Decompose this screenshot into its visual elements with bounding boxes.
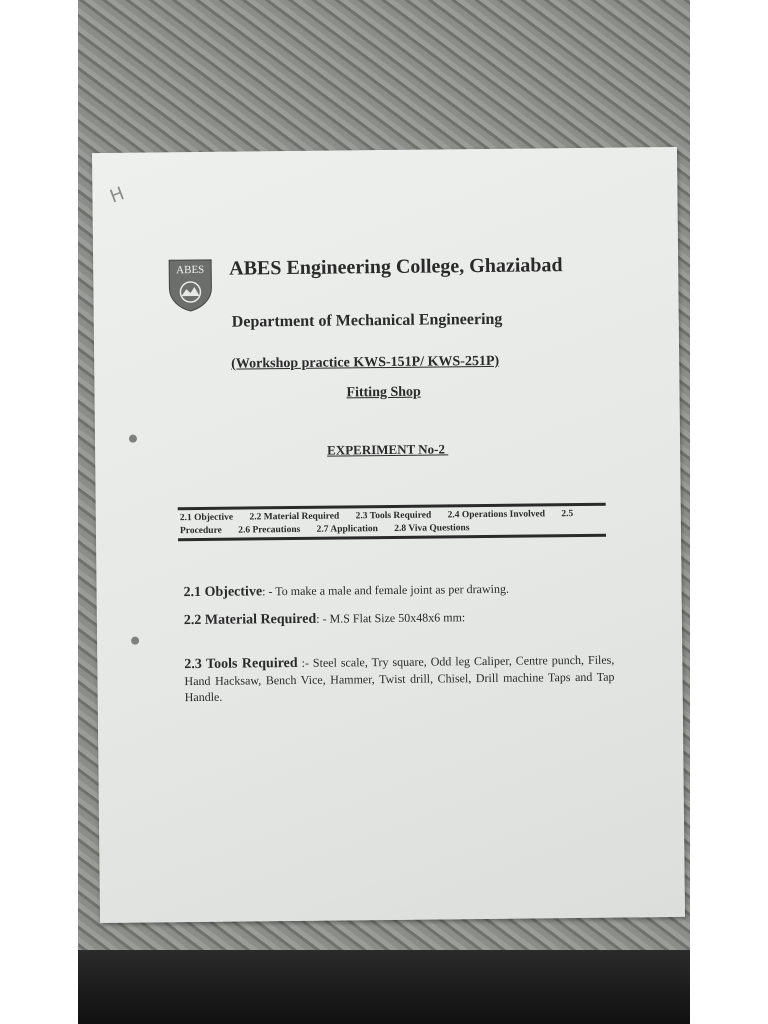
toc-item: 2.7 Application <box>316 524 378 535</box>
section-text: : - To make a male and female joint as per drawing. <box>262 581 510 599</box>
department-name: Department of Mechanical Engineering <box>231 310 503 331</box>
toc-item: 2.6 Precautions <box>238 524 301 536</box>
section-text: : - M.S Flat Size 50x48x6 mm: <box>316 610 466 626</box>
punch-hole <box>131 637 139 645</box>
toc-item: 2.2 Material Required <box>249 511 340 523</box>
material-section <box>184 608 614 630</box>
shop-title: Fitting Shop <box>346 384 421 401</box>
college-logo-icon <box>167 258 214 312</box>
toc-item: 2.4 Operations Involved <box>447 509 546 521</box>
section-heading: 2.3 Tools Required <box>184 655 298 673</box>
section-heading: 2.1 Objective <box>183 584 263 601</box>
punch-hole <box>129 435 137 443</box>
logo-text: ABES <box>176 263 205 277</box>
section-text: :- Steel scale, Try square, Odd leg Caliper, Centre punch, Files, Hand Hacksaw, Bench Vice, Hammer, Twist drill, Chisel, Drill machine Taps and Tap Handle. <box>184 652 615 705</box>
experiment-title: EXPERIMENT No-2 <box>327 441 449 458</box>
objective-section <box>184 580 614 602</box>
document-page <box>92 147 685 923</box>
section-heading: 2.2 Material Required <box>183 611 317 629</box>
handwritten-mark: H <box>107 183 128 208</box>
toc-item: 2.5 Procedure <box>179 509 574 537</box>
toc-item: 2.3 Tools Required <box>355 510 432 522</box>
college-name: ABES Engineering College, Ghaziabad <box>229 254 563 280</box>
toc-item: 2.8 Viva Questions <box>394 523 470 534</box>
course-title: (Workshop practice KWS-151P/ KWS-251P) <box>231 353 500 372</box>
tools-section <box>184 652 614 706</box>
toc-item: 2.1 Objective <box>179 512 234 524</box>
floor-shadow <box>78 950 690 1024</box>
